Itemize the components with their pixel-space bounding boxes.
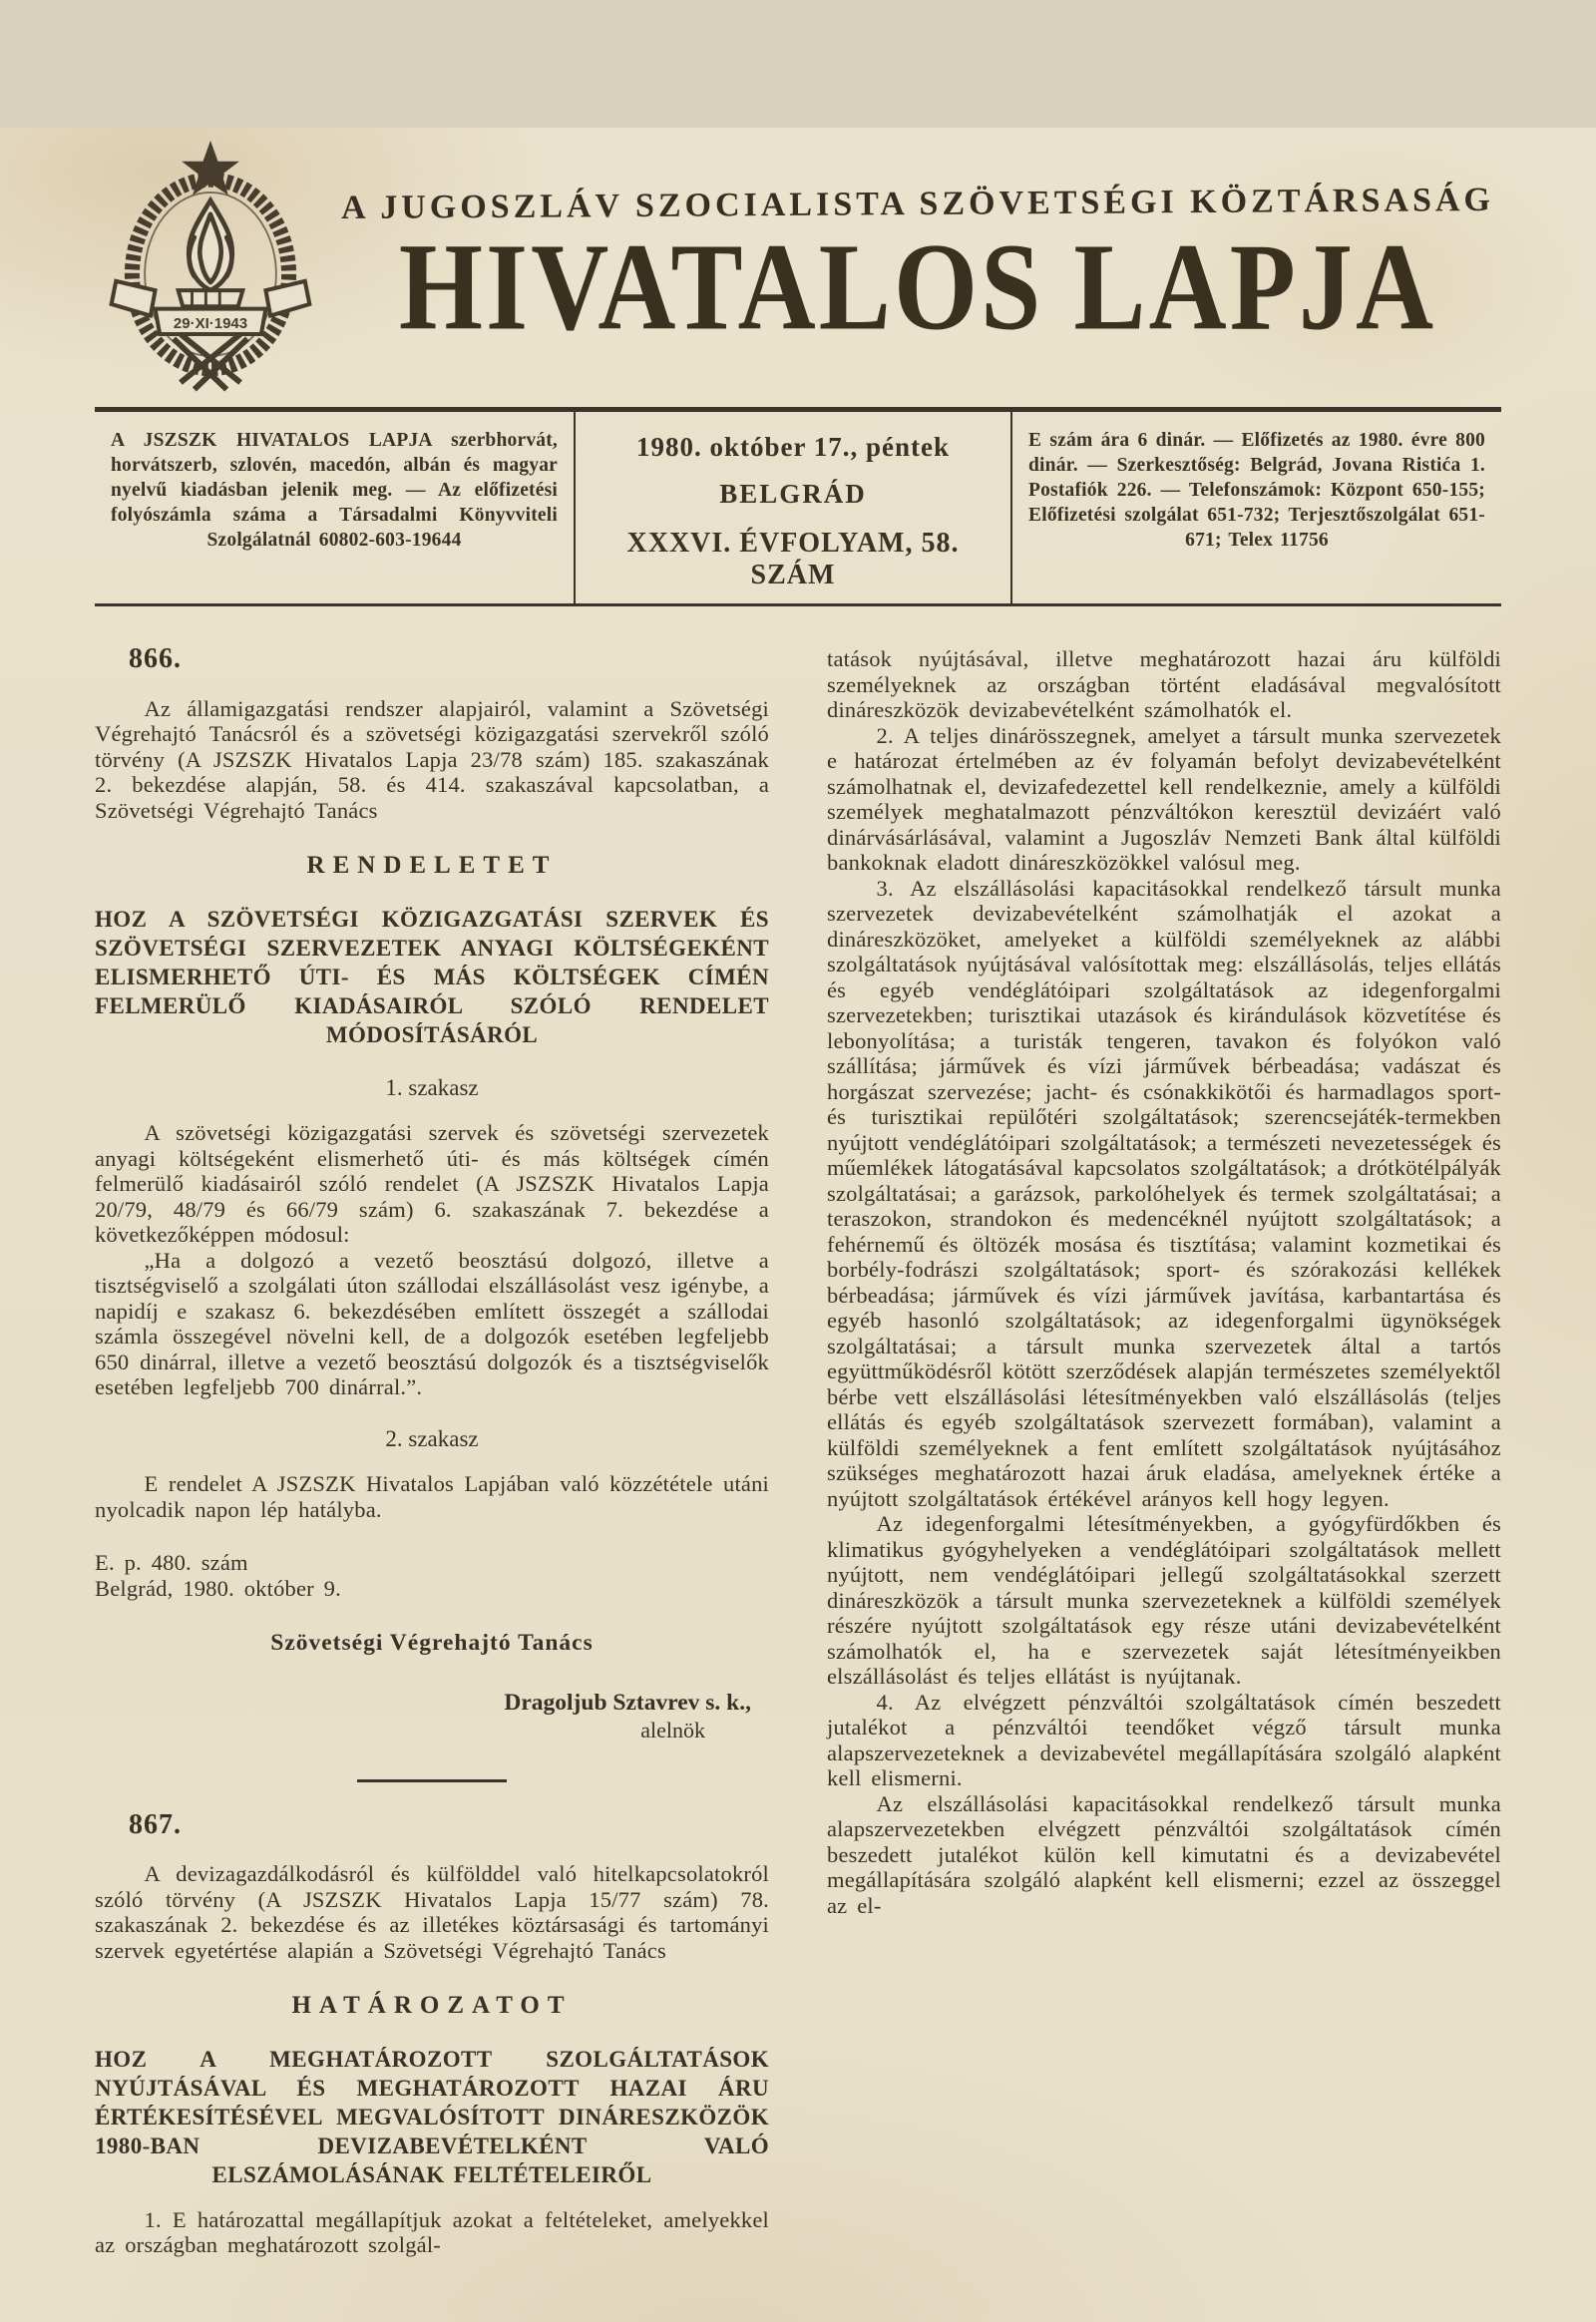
right-column [827, 646, 1501, 2258]
item-866-section1-paragraph: A szövetségi közigazgatási szervek és szövetségi szervezetek anyagi költségeként elismerhető úti- és más költségek címén felmerülő kiadásairól szóló rendelet (A JSZSZK Hivatalos Lapja 20/79, 48/79 és 66/79 szám) 6. szakaszának 7. bekezdése a következőképpen módosul: [95, 1120, 769, 1247]
paragraph-5: 4. Az elvégzett pénzváltói szolgáltatások címén beszedett jutalékot a pénzváltói teendőket végző társult munka alapszervezeteknek a devizabevétel megállapítására szolgáló alapként kell elismerni. [827, 1689, 1501, 1790]
infobar [95, 412, 1501, 603]
issue-date: 1980. október 17., péntek [635, 432, 950, 462]
masthead-titles [334, 128, 1501, 359]
item-866-section1-quote: „Ha a dolgozó a vezető beosztású dolgozó, illetve a tisztségviselő a szolgálati úton szállodai elszállásolást vesz igénybe, a napidíj e szakasz 6. bekezdésében említett összegét a szállodai számla összegével növelni kell, de a dolgozók esetében legfeljebb 650 dinárral, illetve a vezető beosztású dolgozók és a tisztségviselők esetében legfeljebb 700 dinárral.”. [95, 1247, 769, 1399]
item-divider [357, 1779, 507, 1782]
item-867-intro: A devizagazdálkodásról és külfölddel való hitelkapcsolatokról szóló törvény (A JSZSZK Hivatalos Lapja 15/77 szám) 78. szakaszának 2. bekezdése és az illetékes köztársasági és tartományi szervek egyetértése alapián a Szövetségi Végrehajtó Tanács [95, 1861, 769, 1963]
item-867-paragraph-1: 1. E határozattal megállapítjuk azokat a feltételeket, amelyekkel az országban meghatározott szolgál- [95, 2206, 769, 2257]
item-866-dateline: Belgrád, 1980. október 9. [95, 1575, 341, 1601]
continuation-paragraph: tatások nyújtásával, illetve meghatározott hazai áru külföldi személyeknek az országban történt eladásával megvalósított dináreszközök devizabevételként számolhatók el. [827, 646, 1501, 722]
item-866-section1-heading: 1. szakasz [385, 1074, 479, 1100]
item-866-section2-paragraph: E rendelet A JSZSZK Hivatalos Lapjában való közzététele utáni nyolcadik napon lép hatályba. [95, 1471, 769, 1522]
item-866-issuer: Szövetségi Végrehajtó Tanács [270, 1630, 594, 1656]
gazette-page [0, 128, 1596, 2322]
paragraph-3: 3. Az elszállásolási kapacitásokkal rendelkező társult munka szervezetek devizabevételként számolhatják el azokat a dináreszközöket, amelyeket a külföldi személyeknek az alábbi szolgáltatások nyújtásával valósítottak meg: elszállásolás, teljes ellátás és egyéb vendéglátóipari szolgáltatások az idegenforgalmi szervezetekben; turisztikai utazások és kirándulások közvetítése és lebonyolítása; a turisták tengeren, tavakon és folyókon való szállítása; járművek és vízi járművek bérbeadása; vadászat és horgászat szervezése; jacht- és csónakkikötői és harmadlagos sport- és turisztikai repülőtéri szolgáltatások; szerencsejáték-termekben nyújtott vendéglátóipari szolgáltatások; a természeti nevezetességek és műemlékek látogatásával kapcsolatos szolgáltatások; a drótkötélpályák szolgáltatásai; a garázsok, parkolóhelyek és termek szolgáltatásai; a teraszokon, strandokon és medencéknél nyújtott szolgáltatások; a fehérnemű és öltözék mosása és tisztítása; valamint kozmetikai és borbély-fodrászi szolgáltatások; sport- és szórakozási kellékek bérbeadása; járművek és vízi járművek javítása, karbantartása és egyéb hasonló szolgáltatások; az idegenforgalmi ügynökségek szolgáltatásai; a társult munka szervezetek által a tartós együttműködésről kötött szerződések alapján természetes személyektől bérbe vett elszállásolási létesítményekben való elszállásolás (teljes ellátás és egyéb szolgáltatások szervezett formában), valamint a külföldi személyeknek a fent említett szolgáltatások nyújtásához szükséges meghatározott hazai áruk eladása, amelyeknek értéke a nyújtott szolgáltatások értékével arányos kell hogy legyen. [827, 875, 1501, 1511]
paragraph-4: Az idegenforgalmi létesítményekben, a gyógyfürdőkben és klimatikus gyógyhelyeken a vendéglátóipari szolgáltatások mellett nyújtott, nem vendéglátóipari jellegű szolgáltatásokkal szerzett dináreszközök a társult munka szervezeteknek a külföldi személyek részére nyújtott szolgáltatások egy része utáni devizabevételként számolhatók el, ha e szervezetek saját létesítményeikben elszállásolást és teljes ellátást is nyújtanak. [827, 1511, 1501, 1689]
item-866-reference-number: E. p. 480. szám [95, 1550, 248, 1575]
price-editorial-info: E szám ára 6 dinár. — Előfizetés az 1980. évre 800 dinár. — Szerkesztőség: Belgrád, Jovana Ristića 1. Postafiók 226. — Telefonszámok: Központ 650-155; Előfizetési szolgálat 651-732; Terjesztőszolgálat 651-671; Telex 11756 [1028, 430, 1485, 551]
item-866-signer: Dragoljub Sztavrev s. k., [504, 1689, 751, 1716]
item-866-section2-heading: 2. szakasz [385, 1425, 479, 1451]
masthead-country-line: A JUGOSZLÁV SZOCIALISTA SZÖVETSÉGI KÖZTÁRSASÁG [340, 181, 1495, 227]
spacer [95, 2199, 769, 2207]
masthead-title: HIVATALOS LAPJA [398, 217, 1437, 356]
article-columns [95, 643, 1501, 2258]
item-867-number: 867. [129, 1808, 182, 1840]
infobar-rule [95, 603, 1501, 606]
left-column [95, 643, 769, 2258]
paragraph-2: 2. A teljes dinárösszegnek, amelyet a társult munka szervezetek e határozat értelmében az év folyamán befolyt devizabevételként számolhatnak el, devizafedezettel kell rendelkeznie, amely a külföldi személyek meghatalmazott pénzváltókon keresztül devizáért való dinárvásárlásával, valamint a Jugoszláv Nemzeti Bank által külföldi bankoknak eladott dináreszközökkel valósul meg. [827, 722, 1501, 875]
item-866-act-word: RENDELETET [306, 852, 558, 879]
item-867-subject: HOZ A MEGHATÁROZOTT SZOLGÁLTATÁSOK NYÚJTÁSÁVAL ÉS MEGHATÁROZOTT HAZAI ÁRU ÉRTÉKESÍTÉSÉVEL MEGVALÓSÍTOTT DINÁRESZKÖZÖK 1980-BAN DEVIZABEVÉTELKÉNT VALÓ ELSZÁMOLÁSÁNAK FELTÉTELEIRŐL [95, 2046, 769, 2187]
item-866-number: 866. [129, 643, 182, 674]
emblem-date: 29·XI·1943 [173, 315, 248, 333]
paragraph-6: Az elszállásolási kapacitásokkal rendelkező társult munka alapszervezetekben elvégzett pénzváltói szolgáltatások címén beszedett jutalékot külön kell kimutatni és a devizabevétel megállapítására szolgáló alapként kell elismerni; ezzel az összeggel az el- [827, 1790, 1501, 1918]
issue-volume-number: XXXVI. ÉVFOLYAM, 58. SZÁM [626, 528, 960, 590]
masthead [95, 128, 1501, 405]
item-867-act-word: HATÁROZATOT [291, 1992, 573, 2019]
yugoslav-coat-of-arms-icon [95, 128, 334, 399]
issue-city: BELGRÁD [719, 479, 867, 509]
item-866-signer-title: alelnök [640, 1718, 705, 1742]
issue-info [574, 412, 1012, 603]
item-866-intro: Az államigazgatási rendszer alapjairól, valamint a Szövetségi Végrehajtó Tanácsról és a szövetségi közigazgatási szervekről szóló törvény (A JSZSZK Hivatalos Lapja 23/78 szám) 185. szakaszának 2. bekezdése alapján, 58. és 414. szakaszával kapcsolatban, a Szövetségi Végrehajtó Tanács [95, 695, 769, 823]
publication-languages-info: A JSZSZK HIVATALOS LAPJA szerbhorvát, horvátszerb, szlovén, macedón, albán és magyar nyelvű kiadásban jelenik meg. — Az előfizetési folyószámla száma a Társadalmi Könyvviteli Szolgálatnál 60802-603-19644 [111, 430, 558, 551]
item-866-subject: HOZ A SZÖVETSÉGI KÖZIGAZGATÁSI SZERVEK ÉS SZÖVETSÉGI SZERVEZETEK ANYAGI KÖLTSÉGEKÉNT ELISMERHETŐ ÚTI- ÉS MÁS KÖLTSÉGEK CÍMÉN FELMERÜLŐ KIADÁSAIRÓL SZÓLÓ RENDELET MÓDOSÍTÁSÁRÓL [95, 906, 769, 1047]
